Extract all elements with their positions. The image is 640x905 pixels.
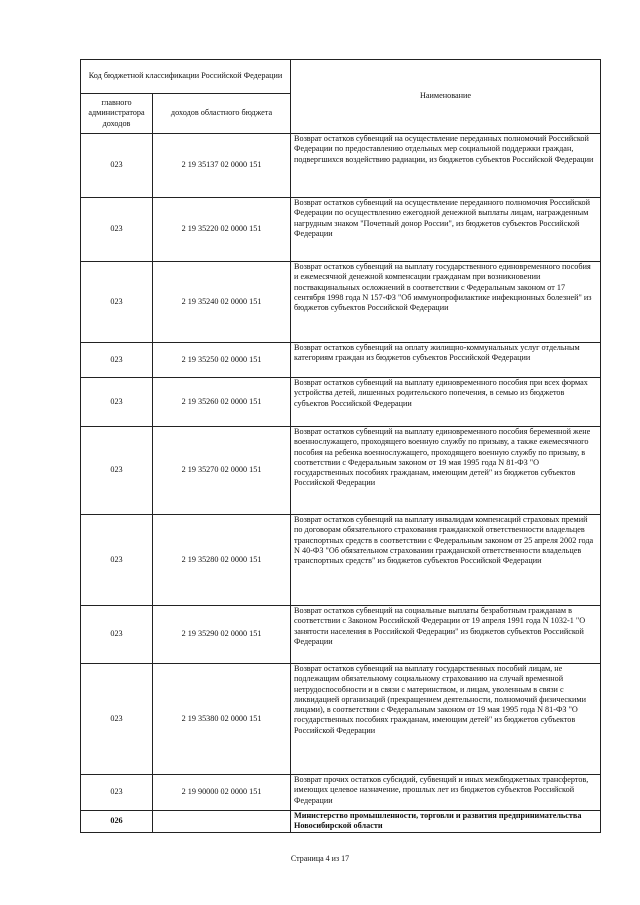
admin-code-cell: 023 — [81, 515, 153, 606]
table-row — [81, 134, 601, 198]
table-row — [81, 427, 601, 515]
table-row — [81, 343, 601, 378]
revenue-code-cell: 2 19 35270 02 0000 151 — [153, 427, 291, 515]
admin-code-cell: 023 — [81, 343, 153, 378]
table-row — [81, 811, 601, 833]
revenue-code-cell: 2 19 35260 02 0000 151 — [153, 378, 291, 427]
table-row — [81, 606, 601, 664]
admin-code-cell: 026 — [81, 811, 153, 833]
table-row — [81, 262, 601, 343]
name-cell: Возврат остатков субвенций на выплату единовременного пособия при всех формах устройства детей, лишенных родительского попечения, в семью из бюджетов субъектов Российской Федерации — [291, 378, 601, 427]
name-cell: Возврат остатков субвенций на выплату государственных пособий лицам, не подлежащим обязательному социальному страхованию на случай временной нетрудоспособности и в связи с материнством, и лицам, уволенным в связи с ликвидацией организаций (прекращением деятельности, полномочий физическими лицами), в соответствии с Федеральным законом от 19 мая 1995 года N 81-ФЗ "О государственных пособиях гражданам, имеющим детей" из бюджетов субъектов Российской Федерации — [291, 664, 601, 775]
revenue-code-cell: 2 19 35250 02 0000 151 — [153, 343, 291, 378]
admin-code-cell: 023 — [81, 378, 153, 427]
table-body — [81, 60, 601, 833]
name-cell: Возврат остатков субвенций на осуществление переданного полномочия Российской Федерации по осуществлению ежегодной денежной выплаты лицам, награжденным нагрудным знаком "Почетный донор России", из бюджетов субъектов Российской Федерации — [291, 198, 601, 262]
page-number: Страница 4 из 17 — [290, 854, 350, 863]
table-row — [81, 515, 601, 606]
table-row — [81, 664, 601, 775]
admin-code-cell: 023 — [81, 198, 153, 262]
header-admin-column: главного администратора доходов — [81, 94, 153, 134]
revenue-code-cell: 2 19 35240 02 0000 151 — [153, 262, 291, 343]
budget-classification-table — [80, 59, 601, 833]
header-name-column: Наименование — [291, 60, 601, 134]
name-cell: Возврат прочих остатков субсидий, субвенций и иных межбюджетных трансфертов, имеющих целевое назначение, прошлых лет из бюджетов субъектов Российской Федерации — [291, 775, 601, 811]
revenue-code-cell: 2 19 35290 02 0000 151 — [153, 606, 291, 664]
header-row-top — [81, 60, 601, 94]
table-row — [81, 378, 601, 427]
revenue-code-cell: 2 19 35220 02 0000 151 — [153, 198, 291, 262]
admin-code-cell: 023 — [81, 606, 153, 664]
name-cell: Возврат остатков субвенций на выплату инвалидам компенсаций страховых премий по договорам обязательного страхования гражданской ответственности владельцев транспортных средств в соответствии с Федеральным законом от 25 апреля 2002 года N 40-ФЗ "Об обязательном страховании гражданской ответственности владельцев транспортных средств" из бюджетов субъектов Российской Федерации — [291, 515, 601, 606]
admin-code-cell: 023 — [81, 775, 153, 811]
header-code-column: доходов областного бюджета — [153, 94, 291, 134]
name-cell: Возврат остатков субвенций на выплату единовременного пособия беременной жене военнослужащего, проходящего военную службу по призыву, а также ежемесячного пособия на ребенка военнослужащего, проходящего военную службу по призыву, в соответствии с Федеральным законом от 19 мая 1995 года N 81-ФЗ "О государственных пособиях гражданам, имеющим детей" из бюджетов субъектов Российской Федерации — [291, 427, 601, 515]
revenue-code-cell: 2 19 90000 02 0000 151 — [153, 775, 291, 811]
admin-code-cell: 023 — [81, 134, 153, 198]
revenue-code-cell: 2 19 35280 02 0000 151 — [153, 515, 291, 606]
name-cell: Возврат остатков субвенций на социальные выплаты безработным гражданам в соответствии с Законом Российской Федерации от 19 апреля 1991 года N 1032-1 "О занятости населения в Российской Федерации" из бюджетов субъектов Российской Федерации — [291, 606, 601, 664]
name-cell: Возврат остатков субвенций на выплату государственного единовременного пособия и ежемесячной денежной компенсации гражданам при возникновении поствакцинальных осложнений в соответствии с Федеральным законом от 17 сентября 1998 года N 157-ФЗ "Об иммунопрофилактике инфекционных болезней" из бюджетов субъектов Российской Федерации — [291, 262, 601, 343]
table-row — [81, 775, 601, 811]
header-group-title: Код бюджетной классификации Российской Федерации — [81, 60, 291, 94]
admin-code-cell: 023 — [81, 262, 153, 343]
revenue-code-cell: 2 19 35380 02 0000 151 — [153, 664, 291, 775]
name-cell: Возврат остатков субвенций на оплату жилищно-коммунальных услуг отдельным категориям граждан из бюджетов субъектов Российской Федерации — [291, 343, 601, 378]
name-cell: Министерство промышленности, торговли и развития предпринимательства Новосибирской области — [291, 811, 601, 833]
admin-code-cell: 023 — [81, 664, 153, 775]
admin-code-cell: 023 — [81, 427, 153, 515]
name-cell: Возврат остатков субвенций на осуществление переданных полномочий Российской Федерации по предоставлению отдельных мер социальной поддержки граждан, подвергшихся воздействию радиации, из бюджетов субъектов Российской Федерации — [291, 134, 601, 198]
revenue-code-cell — [153, 811, 291, 833]
revenue-code-cell: 2 19 35137 02 0000 151 — [153, 134, 291, 198]
table-row — [81, 198, 601, 262]
